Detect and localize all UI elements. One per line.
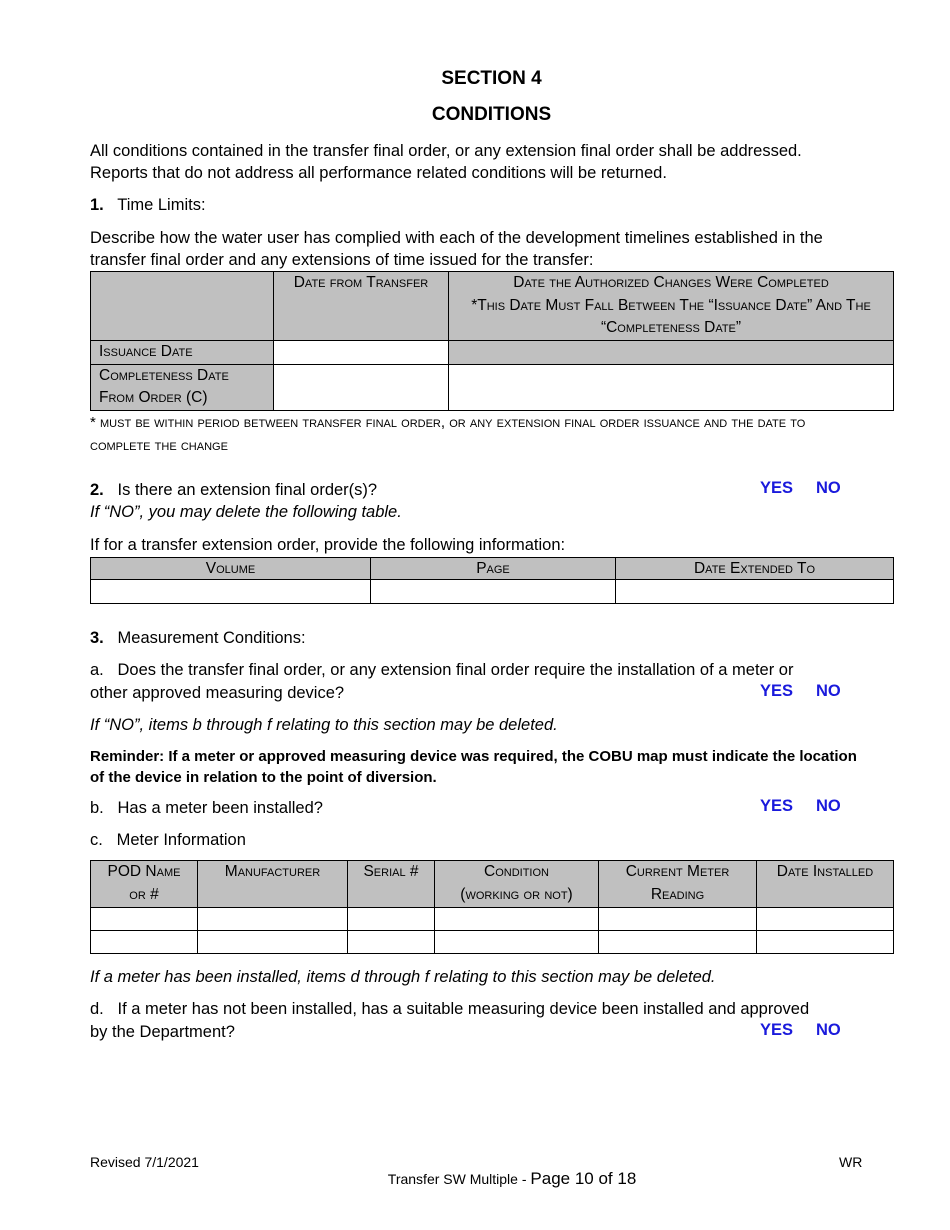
footer-page-info	[370, 1151, 636, 1207]
q2-intro: If for a transfer extension order, provide the following information:	[90, 536, 566, 554]
intro-line-2: Reports that do not address all performance related conditions will be returned.	[90, 164, 667, 182]
table-row	[91, 908, 894, 931]
q1-desc-line-2: transfer final order and any extensions of time issued for the transfer:	[90, 251, 594, 269]
header-condition-line-2: (working or not)	[460, 885, 573, 903]
section-title: CONDITIONS	[431, 104, 552, 125]
q2-no-option[interactable]: NO	[816, 479, 841, 497]
q3c-hint: If a meter has been installed, items d through f relating to this section may be deleted.	[90, 968, 716, 986]
q1-note-line-2: complete the change	[90, 437, 228, 454]
reminder-line-2: of the device in relation to the point of diversion.	[90, 769, 437, 786]
document-page	[90, 0, 893, 1230]
page-cell[interactable]	[371, 580, 616, 604]
issuance-date-completed-cell	[449, 340, 894, 364]
q3a-hint: If “NO”, items b through f relating to this section may be deleted.	[90, 716, 558, 734]
footer-code: WR	[839, 1154, 863, 1170]
header-pod-name	[91, 861, 198, 908]
header-date-installed: Date Installed	[757, 861, 894, 908]
pod-name-cell[interactable]	[91, 908, 198, 931]
q2-number: 2.	[90, 481, 104, 499]
header-blank-cell	[91, 272, 274, 341]
current-meter-reading-cell[interactable]	[599, 931, 757, 954]
completeness-date-from-transfer-cell[interactable]	[274, 364, 449, 410]
header-condition	[435, 861, 599, 908]
q3c-heading: c. Meter Information	[90, 831, 246, 849]
footer-document-name: Transfer SW Multiple -	[387, 1171, 531, 1187]
time-limits-table	[90, 271, 894, 411]
header-date-completed-line-2: *This Date Must Fall Between The “Issuance Date” And The	[471, 296, 871, 314]
reminder-line-1: Reminder: If a meter or approved measuring device was required, the COBU map must indicate the location	[90, 748, 857, 765]
q2-label: Is there an extension final order(s)?	[117, 481, 378, 499]
header-page: Page	[371, 558, 616, 580]
q3d-line-1: d. If a meter has not been installed, has a suitable measuring device been installed and approved	[90, 1000, 810, 1018]
header-condition-line-1: Condition	[484, 863, 549, 880]
q2-heading	[90, 479, 377, 502]
q1-desc-line-1: Describe how the water user has complied with each of the development timelines established in the	[90, 229, 823, 247]
q2-yes-option[interactable]: YES	[760, 479, 794, 497]
header-pod-name-line-1: POD Name	[107, 863, 181, 880]
serial-cell[interactable]	[348, 931, 435, 954]
q3a-yes-option[interactable]: YES	[760, 682, 794, 700]
header-date-extended-to: Date Extended To	[616, 558, 894, 580]
condition-cell[interactable]	[435, 931, 599, 954]
meter-info-table	[90, 860, 894, 954]
q3d-line-2: by the Department?	[90, 1023, 235, 1041]
date-extended-to-cell[interactable]	[616, 580, 894, 604]
header-pod-name-line-2: or #	[129, 885, 159, 903]
issuance-date-from-transfer-cell[interactable]	[274, 340, 449, 364]
date-installed-cell[interactable]	[757, 931, 894, 954]
q3-label: Measurement Conditions:	[117, 629, 306, 647]
q3a-line-1: a. Does the transfer final order, or any extension final order require the installation of a meter or	[90, 661, 794, 679]
completeness-date-label-line-2: From Order (C)	[99, 389, 208, 406]
header-current-meter-reading	[599, 861, 757, 908]
header-current-meter-reading-line-1: Current Meter	[625, 863, 730, 880]
header-date-completed-line-3: “Completeness Date”	[600, 319, 742, 336]
pod-name-cell[interactable]	[91, 931, 198, 954]
q1-heading	[90, 194, 206, 217]
q3-number: 3.	[90, 629, 104, 647]
footer-page-number: Page 10 of 18	[530, 1169, 637, 1188]
q3-heading	[90, 627, 306, 650]
q1-note-line-1: * must be within period between transfer final order, or any extension final order issuance and the date to	[90, 414, 806, 431]
row-issuance-date-label: Issuance Date	[91, 340, 274, 364]
header-manufacturer: Manufacturer	[198, 861, 348, 908]
q3a-line-2: other approved measuring device?	[90, 684, 345, 702]
volume-cell[interactable]	[91, 580, 371, 604]
q3d-yes-option[interactable]: YES	[760, 1021, 794, 1039]
header-date-completed-line-1: Date the Authorized Changes Were Completed	[513, 274, 829, 291]
q3a-no-option[interactable]: NO	[816, 682, 841, 700]
intro-line-1: All conditions contained in the transfer final order, or any extension final order shall be addressed.	[90, 142, 802, 160]
q3d-no-option[interactable]: NO	[816, 1021, 841, 1039]
date-installed-cell[interactable]	[757, 908, 894, 931]
header-date-from-transfer: Date from Transfer	[274, 272, 449, 341]
condition-cell[interactable]	[435, 908, 599, 931]
table-row	[91, 931, 894, 954]
q1-number: 1.	[90, 196, 104, 214]
row-completeness-date-label	[91, 364, 274, 410]
header-current-meter-reading-line-2: Reading	[650, 885, 705, 903]
completeness-date-completed-cell[interactable]	[449, 364, 894, 410]
q3b-no-option[interactable]: NO	[816, 797, 841, 815]
serial-cell[interactable]	[348, 908, 435, 931]
current-meter-reading-cell[interactable]	[599, 908, 757, 931]
q3b-yes-option[interactable]: YES	[760, 797, 794, 815]
header-volume: Volume	[91, 558, 371, 580]
header-serial: Serial #	[348, 861, 435, 908]
section-number: SECTION 4	[441, 68, 542, 89]
q2-hint: If “NO”, you may delete the following table.	[90, 503, 402, 521]
header-date-completed	[449, 272, 894, 341]
q1-label: Time Limits:	[117, 196, 206, 214]
manufacturer-cell[interactable]	[198, 931, 348, 954]
extension-table	[90, 557, 894, 604]
completeness-date-label-line-1: Completeness Date	[99, 367, 229, 384]
q3b-question: b. Has a meter been installed?	[90, 799, 323, 817]
manufacturer-cell[interactable]	[198, 908, 348, 931]
footer-revised-date: Revised 7/1/2021	[90, 1154, 199, 1170]
